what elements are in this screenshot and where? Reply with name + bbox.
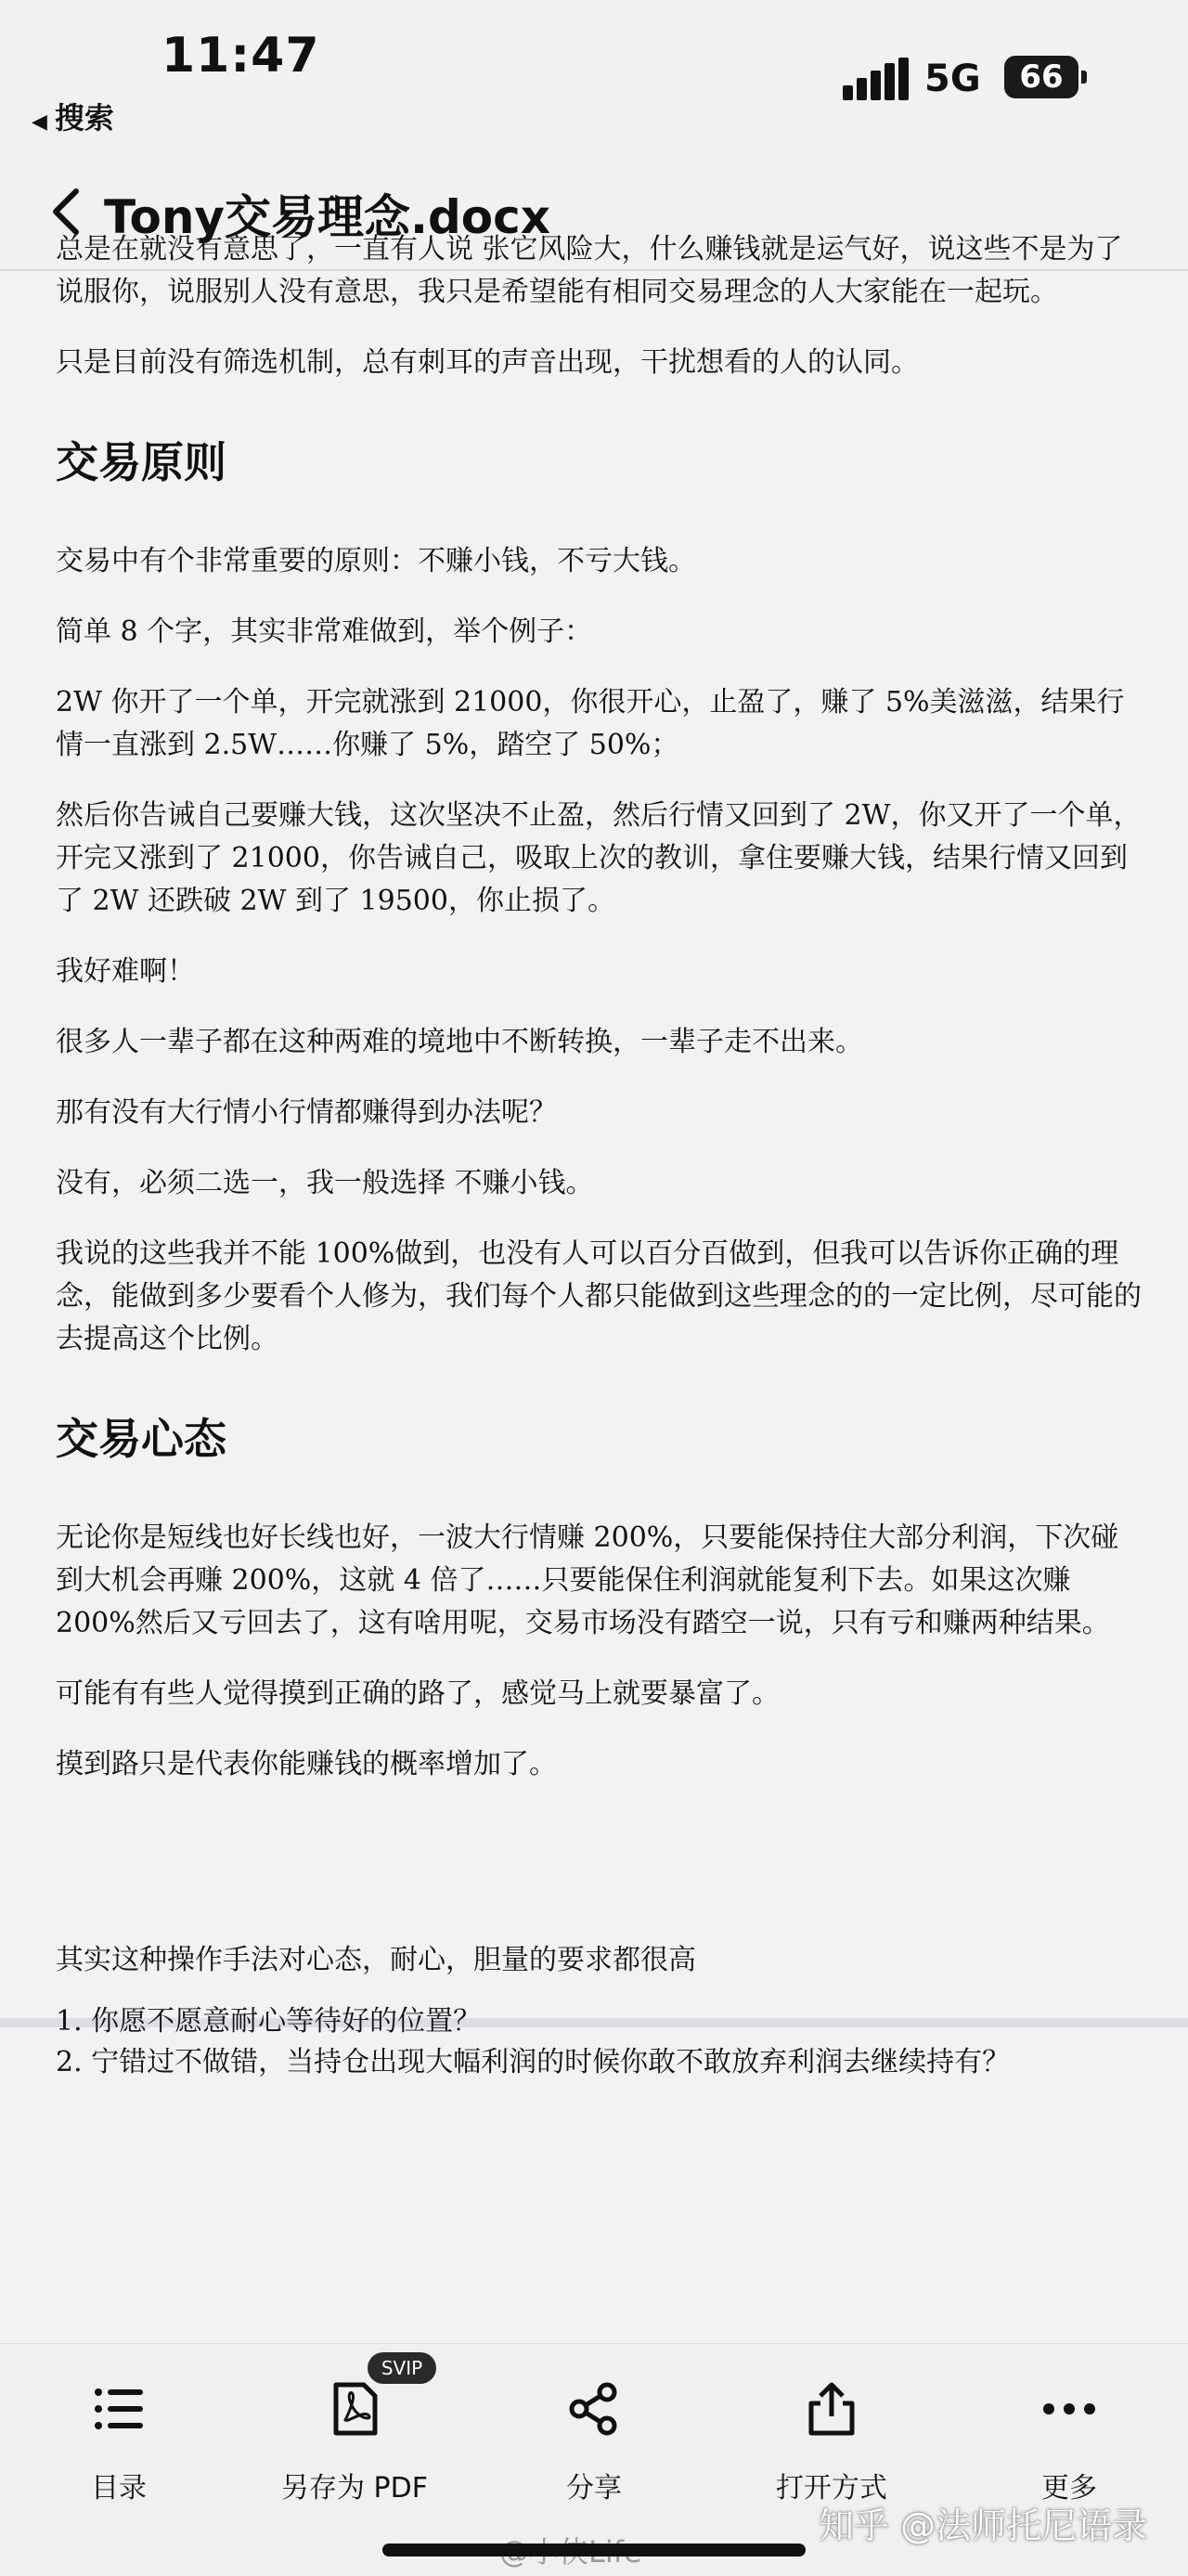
numbered-list — [56, 2001, 1142, 2078]
document-page-2 — [56, 1940, 1142, 2078]
paragraph: 其实这种操作手法对心态，耐心，胆量的要求都很高 — [56, 1944, 696, 1976]
intro-paragraph-2: 只是目前没有筛选机制，总有刺耳的声音出现，干扰想看的人的认同。 — [56, 346, 919, 379]
paragraph: 无论你是短线也好长线也好，一波大行情赚 200%，只要能保持住大部分利润，下次碰到大机会再赚 200%，这就 4 倍了……只要能保住利润就能复利下去。如果这次赚 200%然后又亏回去了，这有啥用呢，交易市场没有踏空一说，只有亏和赚两种结果。 — [56, 1521, 1119, 1639]
intro-rest: 不是为了说服你，说服别人没有意思，我只是希望能有相同交易理念的人大家能在一起玩。 — [56, 233, 1123, 308]
more-icon — [1041, 2381, 1097, 2437]
paragraph: 那有没有大行情小行情都赚得到办法呢？ — [56, 1096, 557, 1129]
intro-paragraph — [56, 228, 1142, 314]
section-heading-trading-mindset: 交易心态 — [56, 1414, 226, 1464]
svip-badge: SVIP — [368, 2352, 436, 2384]
more-label: 更多 — [1041, 2472, 1097, 2505]
paragraph: 交易中有个非常重要的原则：不赚小钱，不亏大钱。 — [56, 545, 696, 577]
paragraph: 2W 你开了一个单，开完就涨到 21000，你很开心，止盈了，赚了 5%美滋滋，结果行情一直涨到 2.5W……你赚了 5%，踏空了 50%； — [56, 686, 1125, 761]
watermark-right: 知乎 @法师托尼语录 — [819, 2505, 1148, 2546]
toc-button[interactable] — [26, 2362, 212, 2520]
network-type: 5G — [924, 58, 981, 100]
cellular-signal-icon — [843, 58, 910, 100]
paragraph: 摸到路只是代表你能赚钱的概率增加了。 — [56, 1748, 557, 1780]
toc-label: 目录 — [91, 2472, 147, 2505]
list-icon — [91, 2381, 147, 2437]
paragraph: 我说的这些我并不能 100%做到，也没有人可以百分百做到，但我可以告诉你正确的理念，能做到多少要看个人修为，我们每个人都只能做到这些理念的的一定比例，尽可能的去提高这个比例。 — [56, 1237, 1142, 1355]
share-button[interactable] — [501, 2362, 687, 2520]
paragraph: 没有，必须二选一，我一般选择 不赚小钱。 — [56, 1167, 594, 1199]
status-time: 11:47 — [161, 28, 320, 84]
intro-partial-line: 总是在就没有意思了，一直有人说 张它风险大，什么赚钱就是运气好，说这些 — [56, 233, 1012, 265]
list-item: 2. 宁错过不做错，当持仓出现大幅利润的时候你敢不敢放弃利润去继续持有？ — [56, 2046, 1011, 2078]
document-title: Tony交易理念.docx — [104, 190, 551, 244]
save-as-pdf-button[interactable] — [262, 2362, 447, 2520]
home-indicator[interactable] — [382, 2544, 806, 2557]
open-with-label: 打开方式 — [776, 2472, 887, 2505]
open-with-icon — [804, 2381, 859, 2437]
pdf-icon — [327, 2381, 382, 2437]
status-bar — [0, 0, 1188, 136]
save-as-pdf-label: 另存为 PDF — [281, 2472, 428, 2505]
back-app-label: 搜索 — [54, 100, 114, 136]
paragraph: 简单 8 个字，其实非常难做到，举个例子： — [56, 615, 593, 648]
list-item: 1. 你愿不愿意耐心等待好的位置？ — [56, 2005, 482, 2038]
share-label: 分享 — [566, 2472, 622, 2505]
document-page-1 — [56, 228, 1142, 1814]
paragraph: 可能有有些人觉得摸到正确的路了，感觉马上就要暴富了。 — [56, 1677, 780, 1710]
share-icon — [566, 2381, 622, 2437]
back-to-app-link[interactable] — [32, 95, 114, 137]
battery-icon — [1004, 56, 1078, 98]
paragraph: 很多人一辈子都在这种两难的境地中不断转换，一辈子走不出来。 — [56, 1026, 863, 1058]
battery-level: 66 — [1019, 58, 1064, 96]
paragraph: 然后你告诫自己要赚大钱，这次坚决不止盈，然后行情又回到了 2W，你又开了一个单，开完又涨到了 21000，你告诫自己，吸取上次的教训，拿住要赚大钱，结果行情又回到了 2W 还跌破 2W 到了 19500，你止损了。 — [56, 799, 1142, 917]
paragraph: 我好难啊！ — [56, 955, 195, 988]
section-heading-trading-principles: 交易原则 — [56, 437, 226, 487]
back-triangle-icon: ◀ — [32, 110, 47, 134]
battery-tip — [1081, 71, 1087, 84]
